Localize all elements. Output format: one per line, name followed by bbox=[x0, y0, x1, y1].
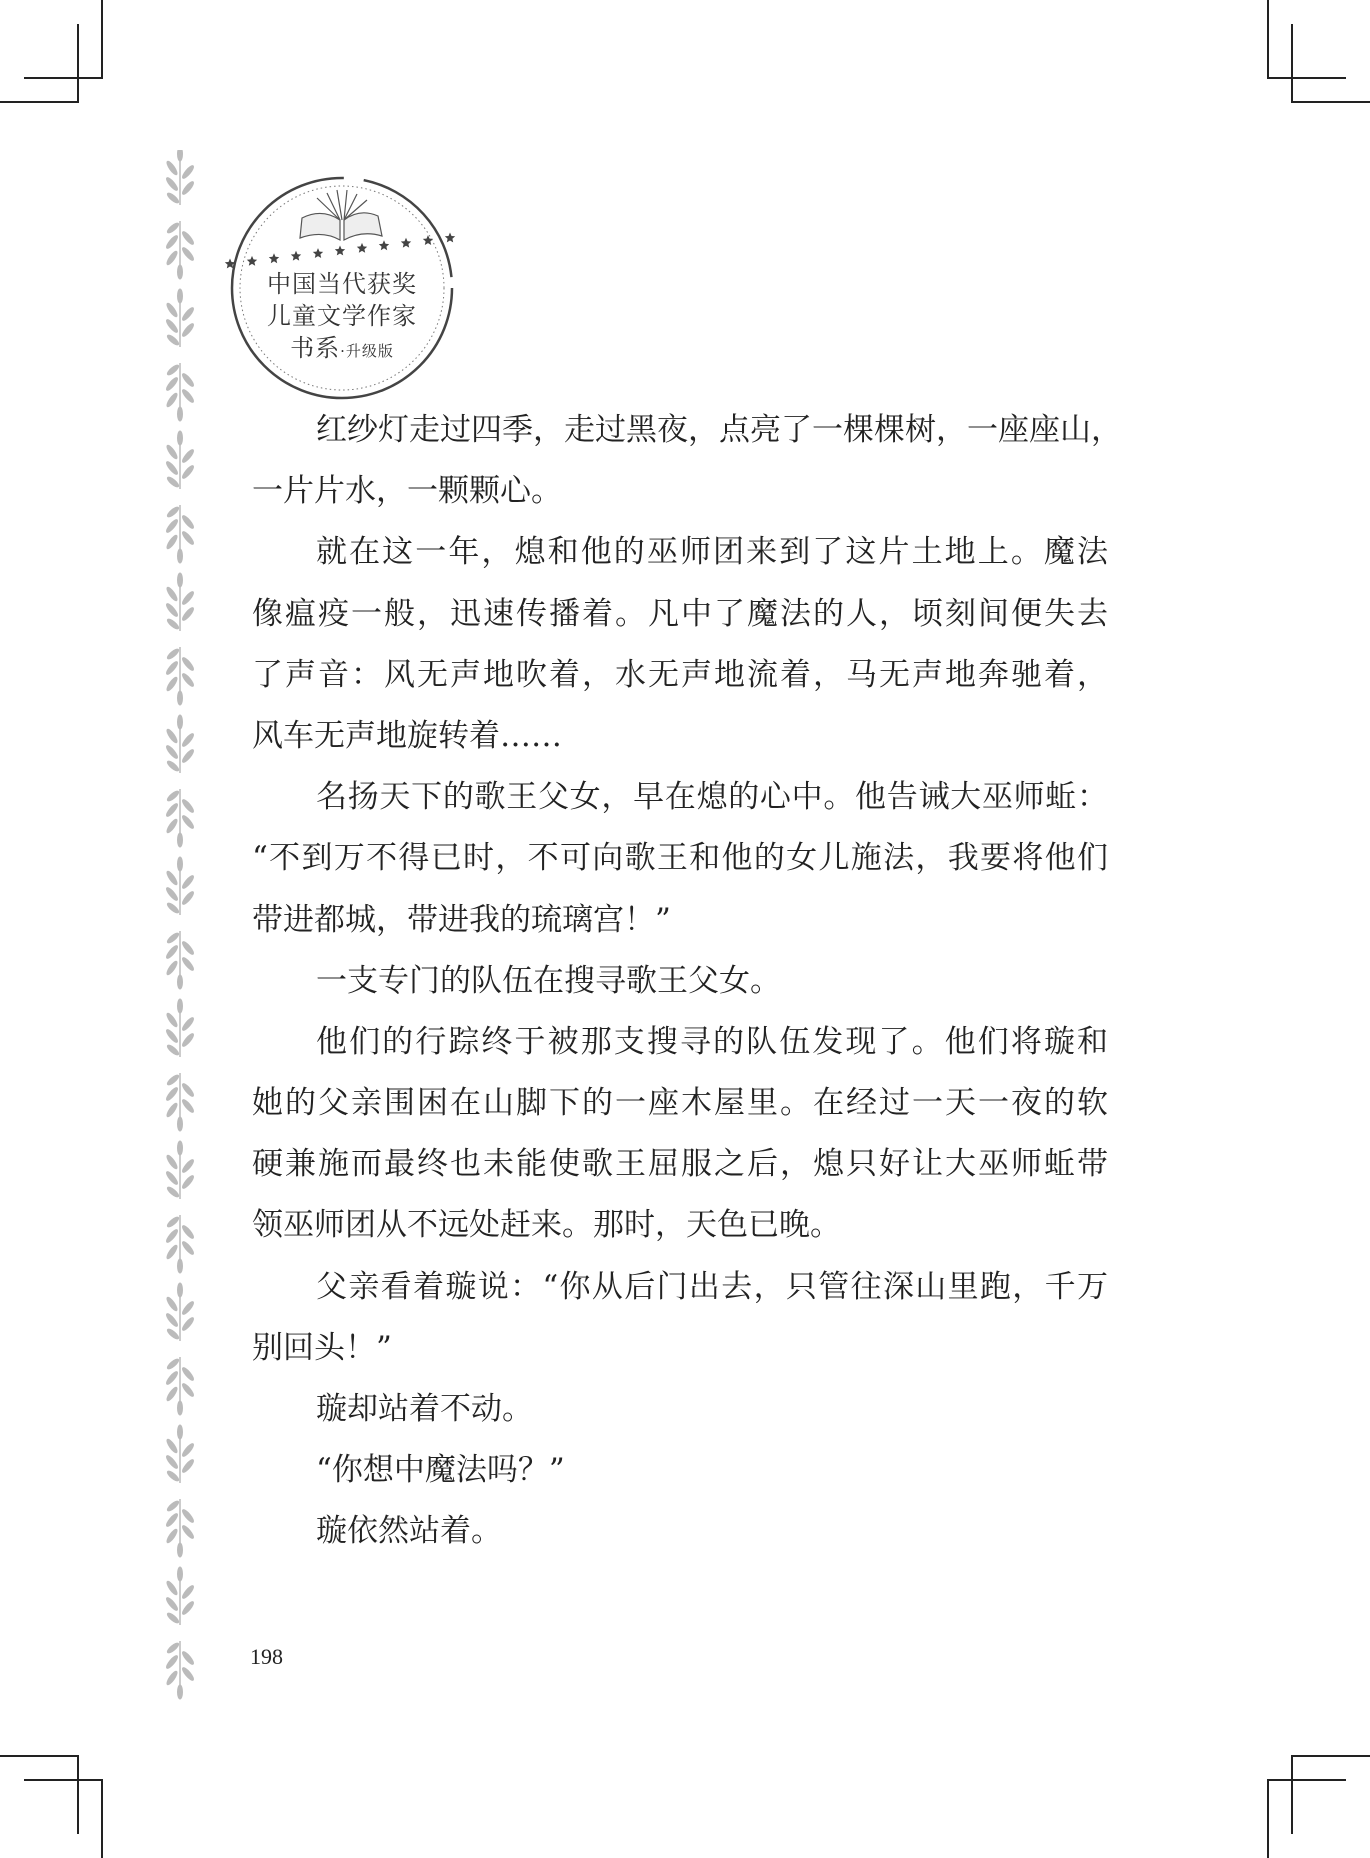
vine-sprig bbox=[165, 999, 195, 1057]
vine-sprig bbox=[165, 1425, 195, 1483]
vine-decoration bbox=[160, 150, 200, 1730]
text-line: 名扬天下的歌王父女，早在熄的心中。他告诫大巫师蚯： bbox=[316, 779, 1108, 816]
star-icon bbox=[247, 256, 257, 266]
star-icon bbox=[379, 240, 389, 250]
text-line: 一支专门的队伍在搜寻歌王父女。 bbox=[316, 962, 781, 999]
text-line: 别回头！” bbox=[252, 1329, 392, 1366]
logo-line-3-sub: ·升级版 bbox=[340, 342, 394, 360]
vine-sprig bbox=[165, 1215, 195, 1273]
logo-line-1: 中国当代获奖 bbox=[267, 270, 417, 298]
logo-line-2: 儿童文学作家 bbox=[267, 302, 417, 330]
text-line: 他们的行踪终于被那支搜寻的队伍发现了。他们将璇和 bbox=[316, 1023, 1108, 1060]
text-line: 就在这一年，熄和他的巫师团来到了这片土地上。魔法 bbox=[316, 534, 1108, 571]
vine-sprig bbox=[165, 931, 195, 989]
text-line: 领巫师团从不远处赶来。那时，天色已晚。 bbox=[252, 1207, 841, 1244]
text-line: 她的父亲围困在山脚下的一座木屋里。在经过一天一夜的软 bbox=[252, 1085, 1108, 1122]
text-line: 带进都城，带进我的琉璃宫！” bbox=[252, 901, 671, 938]
text-line: 了声音：风无声地吹着，水无声地流着，马无声地奔驰着， bbox=[252, 656, 1108, 693]
text-line: 像瘟疫一般，迅速传播着。凡中了魔法的人，顷刻间便失去 bbox=[252, 595, 1108, 632]
star-icon bbox=[313, 248, 323, 258]
text-line: “不到万不得已时，不可向歌王和他的女儿施法，我要将他们 bbox=[252, 840, 1108, 877]
series-logo-text bbox=[247, 268, 437, 367]
text-line: 硬兼施而最终也未能使歌王屈服之后，熄只好让大巫师蚯带 bbox=[252, 1146, 1108, 1183]
vine-sprig bbox=[165, 715, 195, 773]
vine-sprig bbox=[165, 1641, 195, 1699]
logo-line-3-main: 书系 bbox=[290, 334, 341, 362]
body-text bbox=[252, 400, 1122, 1563]
vine-sprig bbox=[165, 1499, 195, 1557]
star-icon bbox=[291, 251, 301, 261]
text-line: 风车无声地旋转着…… bbox=[252, 717, 562, 754]
vine-sprig bbox=[165, 1073, 195, 1131]
star-icon bbox=[335, 246, 345, 256]
vine-sprig bbox=[165, 1283, 195, 1341]
text-line: 一片片水，一颗颗心。 bbox=[252, 473, 562, 510]
vine-sprig bbox=[165, 647, 195, 705]
vine-sprig bbox=[165, 573, 195, 631]
open-book-icon bbox=[300, 190, 382, 240]
vine-sprig bbox=[165, 789, 195, 847]
text-line: 父亲看着璇说：“你从后门出去，只管往深山里跑，千万 bbox=[316, 1268, 1108, 1305]
vine-sprig bbox=[165, 857, 195, 915]
star-icon bbox=[423, 235, 433, 245]
text-line: 璇却站着不动。 bbox=[316, 1391, 533, 1427]
vine-sprig bbox=[165, 505, 195, 563]
page-number: 198 bbox=[250, 1644, 283, 1669]
star-icon bbox=[445, 233, 455, 243]
star-icon bbox=[357, 243, 367, 253]
vine-sprig bbox=[165, 289, 195, 347]
vine-sprig bbox=[165, 1567, 195, 1625]
vine-sprig bbox=[165, 431, 195, 489]
text-line: 璇依然站着。 bbox=[316, 1513, 502, 1550]
text-line: 红纱灯走过四季，走过黑夜，点亮了一棵棵树，一座座山， bbox=[316, 412, 1122, 448]
vine-sprig bbox=[165, 221, 195, 279]
vine-sprig bbox=[165, 1357, 195, 1415]
logo-line-3 bbox=[247, 332, 437, 367]
vine-sprig bbox=[165, 363, 195, 421]
star-icon bbox=[401, 238, 411, 248]
vine-sprig bbox=[165, 1141, 195, 1199]
vine-sprig bbox=[165, 150, 195, 205]
text-line: “你想中魔法吗？” bbox=[316, 1452, 565, 1489]
star-icon bbox=[269, 253, 279, 263]
